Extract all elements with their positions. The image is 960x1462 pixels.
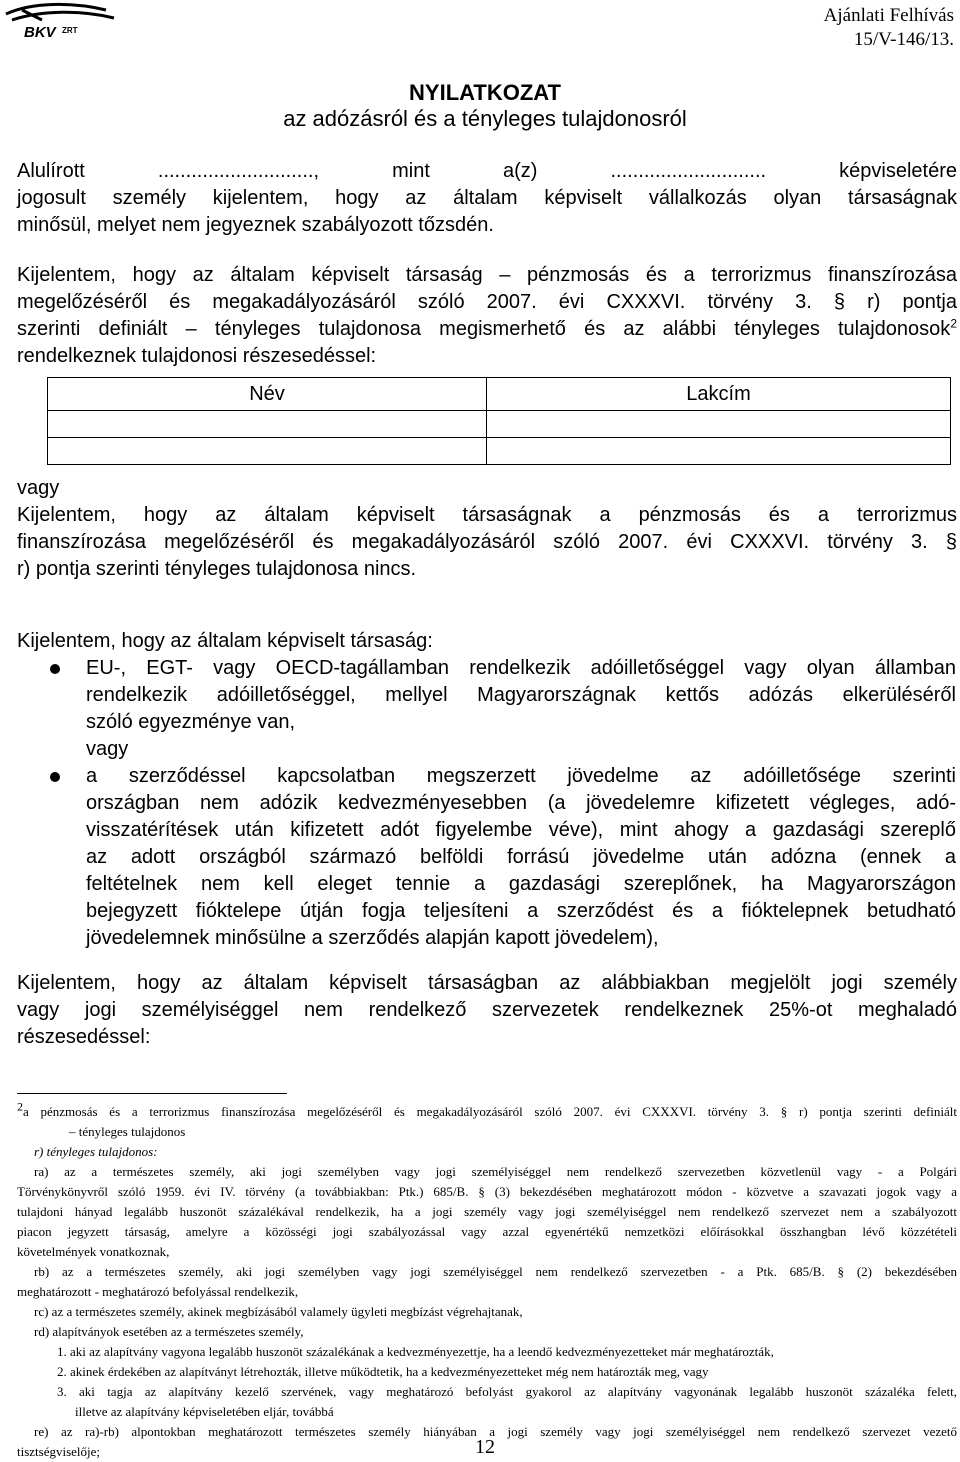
- para1-line: jogosult személy kijelentem, hogy az általam képviselt vállalkozás olyan társaságnak: [17, 187, 957, 209]
- bullet2-line: jövedelemnek minősülne a szerződés alapján kapott jövedelem),: [86, 927, 659, 949]
- paragraph-beneficial-owner: [17, 262, 957, 370]
- bullet1-line: rendelkezik adóilletőséggel, mellyel Magyarországnak kettős adózás elkerüléséről: [86, 684, 956, 706]
- bullet-item-income-taxation: [86, 763, 956, 952]
- table-header-row: [48, 378, 951, 411]
- para3-line: r) pontja szerinti tényleges tulajdonosa nincs.: [17, 558, 417, 580]
- para3-line: finanszírozása megelőzéséről és megakadályozásáról szóló 2007. évi CXXXVI. törvény 3. §: [17, 531, 957, 553]
- paragraph-tax-statement: [17, 628, 957, 655]
- para5-line: Kijelentem, hogy az általam képviselt társaságban az alábbiakban megjelölt jogi személy: [17, 972, 957, 994]
- logo-suffix: ZRT: [62, 26, 78, 35]
- reference-number: [824, 4, 954, 52]
- para5-line: vagy jogi személyiséggel nem rendelkező szervezetek rendelkeznek 25%-ot meghaladó: [17, 999, 957, 1021]
- footnote-line: követelmények vonatkoznak,: [17, 1244, 170, 1259]
- para2-line-with-footnote: [17, 316, 957, 343]
- footnote-line: [17, 1142, 957, 1162]
- footnote-line: 2. akinek érdekében az alapítványt létrehozták, illetve működtetik, ha a kedvezményezetteket még nem határozták meg, vagy: [57, 1364, 709, 1379]
- para2-line: rendelkeznek tulajdonosi részesedéssel:: [17, 345, 377, 367]
- footnote-text: a pénzmosás és a terrorizmus finanszírozása megelőzéséről és megakadályozásáról szóló 2007. évi CXXXVI. törvény 3. § r) pontja szerinti definiált: [23, 1104, 957, 1119]
- footnote-mark: 2: [950, 316, 957, 331]
- bullet1-line: EU-, EGT- vagy OECD-tagállamban rendelkezik adóilletőséggel vagy olyan államban: [86, 657, 956, 679]
- bullet2-line: az adott országból származó belföldi forrású jövedelme után adózna (ennek a: [86, 846, 956, 868]
- logo-text: BKV: [24, 24, 56, 40]
- bullet2-line: visszatérítések után kifizetett adót figyelembe véve), mint ahogy a gazdasági szereplő: [86, 819, 956, 841]
- bkv-logo-icon: [2, 0, 138, 40]
- footnote-separator: [17, 1093, 287, 1094]
- bullet2-line: feltételnek nem kell eleget tennie a gazdasági szereplőnek, ha Magyarországon: [86, 873, 956, 895]
- footnote-line: rc) az a természetes személy, akinek megbízásából valamely ügyleti megbízást végrehajtanak,: [34, 1304, 523, 1319]
- footnote-line: ra) az a természetes személy, aki jogi személyben vagy jogi személyiséggel nem rendelkező szervezetben közvetlenül vagy - a Polgári: [34, 1164, 957, 1179]
- page-number: 12: [475, 1436, 495, 1458]
- para3-line: vagy: [17, 477, 60, 499]
- title-main: NYILATKOZAT: [409, 80, 561, 105]
- footnote-line: meghatározott - meghatározó befolyással rendelkezik,: [17, 1284, 299, 1299]
- footnote-line: rd) alapítványok esetében az a természetes személy,: [34, 1324, 304, 1339]
- footnote-line: – tényleges tulajdonos: [69, 1124, 186, 1139]
- footnote-line: 1. aki az alapítvány vagyona legalább huszonöt százalékának a kedvezményezettje, ha a leendő kedvezményezetteket már meghatározták,: [57, 1344, 774, 1359]
- footnote-line: 3. aki tagja az alapítvány kezelő szervének, vagy meghatározó befolyást gyakorol az alapítvány vagyonának legalább huszonöt százaléka felett,: [57, 1384, 957, 1399]
- name-cell[interactable]: [48, 438, 487, 465]
- ref-line-2: 15/V-146/13.: [853, 29, 954, 50]
- table-row: [48, 411, 951, 438]
- footnote-line: tulajdoni hányad legalább huszonöt százalékával rendelkezik, ha a jogi személy vagy jogi személyiséggel nem rendelkező szervezet nem a szabályozott: [17, 1204, 957, 1219]
- bkv-logo: [2, 0, 138, 40]
- footnote-number: 2: [17, 1099, 23, 1114]
- column-header-address: Lakcím: [487, 378, 951, 411]
- document-title: [0, 80, 960, 132]
- name-cell[interactable]: [48, 411, 487, 438]
- para5-line: részesedéssel:: [17, 1026, 151, 1048]
- table-row: [48, 438, 951, 465]
- owners-table: [47, 377, 951, 465]
- footnote: [17, 1099, 957, 1462]
- paragraph-legal-entities: [17, 970, 957, 1051]
- title-sub: az adózásról és a tényleges tulajdonosról: [283, 106, 687, 131]
- footnote-line: rb) az a természetes személy, aki jogi személyben vagy jogi személyiséggel nem rendelkező szervezetben - a Ptk. 685/B. § (2) bekezdésében: [34, 1264, 957, 1279]
- para1-line: Alulírott ............................, mint a(z) ............................ képviseletére: [17, 160, 957, 182]
- bullet-item-tax-residence: [86, 655, 956, 763]
- footnote-line: illetve az alapítvány képviseletében eljár, továbbá: [75, 1404, 334, 1419]
- footnote-italic: r) tényleges tulajdonos:: [34, 1144, 158, 1159]
- para3-line: Kijelentem, hogy az általam képviselt társaságnak a pénzmosás és a terrorizmus: [17, 504, 957, 526]
- bullet1-line: vagy: [86, 738, 129, 760]
- column-header-name: Név: [48, 378, 487, 411]
- address-cell[interactable]: [487, 438, 951, 465]
- paragraph-signatory: [17, 158, 957, 239]
- bullet2-line: a szerződéssel kapcsolatban megszerzett jövedelme az adóilletősége szerinti: [86, 765, 956, 787]
- para2-line: megelőzéséről és megakadályozásáról szóló 2007. évi CXXXVI. törvény 3. § r) pontja: [17, 291, 957, 313]
- footnote-line: piacon jegyzett társaság, amelyre a közösségi jogi szabályozással vagy azzal egyenértékű nemzetközi előírásokkal összhangban lévő közzétételi: [17, 1224, 957, 1239]
- para4-line: Kijelentem, hogy az általam képviselt társaság:: [17, 630, 433, 652]
- ref-line-1: Ajánlati Felhívás: [823, 5, 954, 26]
- paragraph-no-owner: [17, 475, 957, 583]
- bullet2-line: bejegyzett fióktelepe útján fogja teljesíteni a szerződést és a fióktelepnek betudható: [86, 900, 956, 922]
- bullet1-line: szóló egyezménye van,: [86, 711, 296, 733]
- para2-line: szerinti definiált – tényleges tulajdonosa megismerhető és az alábbi tényleges tulajdonosok: [17, 318, 951, 340]
- bullet-icon: [50, 664, 60, 674]
- footnote-line: re) az ra)-rb) alpontokban meghatározott természetes személy hiányában a jogi személy vagy jogi személyiséggel nem rendelkező szervezet vezető: [34, 1424, 957, 1439]
- address-cell[interactable]: [487, 411, 951, 438]
- bullet-icon: [50, 772, 60, 782]
- bullet2-line: országban nem adózik kedvezményesebben (a jövedelemre kifizetett végleges, adó-: [86, 792, 956, 814]
- para2-line: Kijelentem, hogy az általam képviselt társaság – pénzmosás és a terrorizmus finanszírozása: [17, 264, 957, 286]
- footnote-line: [17, 1099, 957, 1122]
- footnote-line: tisztségviselője;: [17, 1444, 101, 1459]
- footnote-line: Törvénykönyvről szóló 1959. évi IV. törvény (a továbbiakban: Ptk.) 685/B. § (3) bekezdésében meghatározott módon - közvetve a szavazati jogok vagy a: [17, 1184, 957, 1199]
- para1-line: minősül, melyet nem jegyeznek szabályozott tőzsdén.: [17, 214, 494, 236]
